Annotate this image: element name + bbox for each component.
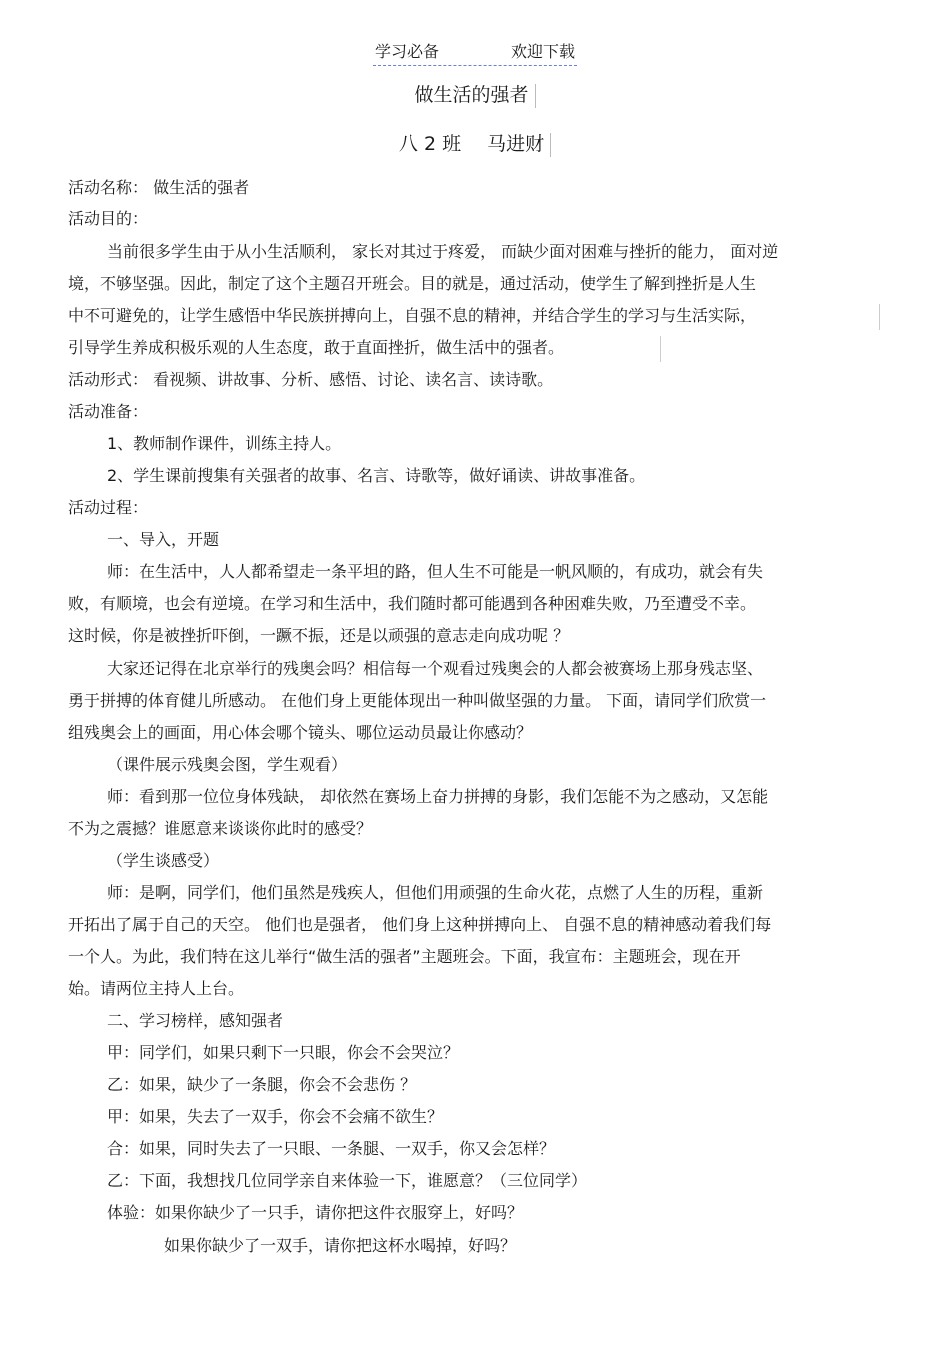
paragraph-line: 师：是啊，同学们，他们虽然是残疾人，但他们用顽强的生命火花，点燃了人生的历程，重新 <box>107 883 764 902</box>
dialogue-line: 如果你缺少了一双手，请你把这杯水喝掉，好吗？ <box>164 1236 517 1255</box>
dialogue-line: 乙：下面，我想找几位同学亲自来体验一下，谁愿意？（三位同学） <box>107 1171 588 1190</box>
paragraph-line: 引导学生养成积极乐观的人生态度，敢于直面挫折，做生活中的强者。 <box>68 338 565 357</box>
dialogue-line: 甲：如果，失去了一双手，你会不会痛不欲生？ <box>107 1107 444 1126</box>
paragraph-line: 败，有顺境，也会有逆境。在学习和生活中，我们随时都可能遇到各种困难失败，乃至遭受不幸。 <box>68 594 757 613</box>
paragraph-line: 师：看到那一位位身体残缺， 却依然在赛场上奋力拼搏的身影，我们怎能不为之感动，又怎能 <box>107 787 769 806</box>
paragraph-line: 开拓出了属于自己的天空。 他们也是强者， 他们身上这种拼搏向上、 自强不息的精神感动着我们每 <box>68 915 772 934</box>
section-heading: 一、导入，开题 <box>107 530 220 549</box>
header-left-text: 学习必备 <box>374 42 439 61</box>
class-name: 八 2 班 <box>398 133 462 155</box>
activity-process-heading: 活动过程： <box>68 498 149 517</box>
activity-name-line: 活动名称： 做生活的强者 <box>68 178 250 197</box>
document-title-text: 做生活的强者 <box>414 84 529 106</box>
paragraph-line: 师：在生活中，人人都希望走一条平坦的路，但人生不可能是一帆风顺的，有成功，就会有失 <box>107 562 764 581</box>
paragraph-line: 当前很多学生由于从小生活顺利， 家长对其过于疼爱， 而缺少面对困难与挫折的能力， 面对逆 <box>107 242 779 261</box>
margin-mark <box>879 304 880 330</box>
dialogue-line: 甲：同学们，如果只剩下一只眼，你会不会哭泣？ <box>107 1043 460 1062</box>
preparation-item: 2、学生课前搜集有关强者的故事、名言、诗歌等，做好诵读、讲故事准备。 <box>107 466 646 485</box>
stage-note: （课件展示残奥会图，学生观看） <box>107 755 348 774</box>
margin-mark <box>660 336 661 362</box>
preparation-item: 1、教师制作课件，训练主持人。 <box>107 434 342 453</box>
dialogue-line: 合：如果，同时失去了一只眼、一条腿、一双手，你又会怎样？ <box>107 1139 556 1158</box>
dialogue-line: 体验：如果你缺少了一只手，请你把这件衣服穿上，好吗？ <box>107 1203 524 1222</box>
author-name: 马进财 <box>487 133 545 155</box>
activity-preparation-heading: 活动准备： <box>68 402 149 421</box>
stage-note: （学生谈感受） <box>107 851 220 870</box>
paragraph-line: 境，不够坚强。因此，制定了这个主题召开班会。目的就是，通过活动，使学生了解到挫折是人生 <box>68 274 757 293</box>
dialogue-line: 乙：如果，缺少了一条腿，你会不会悲伤 ？ <box>107 1075 417 1094</box>
paragraph-line: 中不可避免的，让学生感悟中华民族拼搏向上，自强不息的精神，并结合学生的学习与生活实际， <box>68 306 757 325</box>
section-heading: 二、学习榜样，感知强者 <box>107 1011 284 1030</box>
activity-form-line: 活动形式： 看视频、讲故事、分析、感悟、讨论、读名言、读诗歌。 <box>68 370 554 389</box>
paragraph-line: 这时候，你是被挫折吓倒，一蹶不振，还是以顽强的意志走向成功呢 ？ <box>68 626 570 645</box>
paragraph-line: 勇于拼搏的体育健儿所感动。 在他们身上更能体现出一种叫做坚强的力量。 下面，请同学们欣赏一 <box>68 691 767 710</box>
paragraph-line: 始。请两位主持人上台。 <box>68 979 245 998</box>
paragraph-line: 一个人。为此，我们特在这儿举行“做生活的强者”主题班会。下面，我宣布：主题班会，现在开 <box>68 947 741 966</box>
paragraph-line: 不为之震撼？谁愿意来谈谈你此时的感受？ <box>68 819 373 838</box>
header-right-text: 欢迎下载 <box>511 42 576 61</box>
paragraph-line: 组残奥会上的画面，用心体会哪个镜头、哪位运动员最让你感动？ <box>68 723 533 742</box>
activity-purpose-heading: 活动目的： <box>68 209 149 228</box>
paragraph-line: 大家还记得在北京举行的残奥会吗？相信每一个观看过残奥会的人都会被赛场上那身残志坚、 <box>107 659 764 678</box>
